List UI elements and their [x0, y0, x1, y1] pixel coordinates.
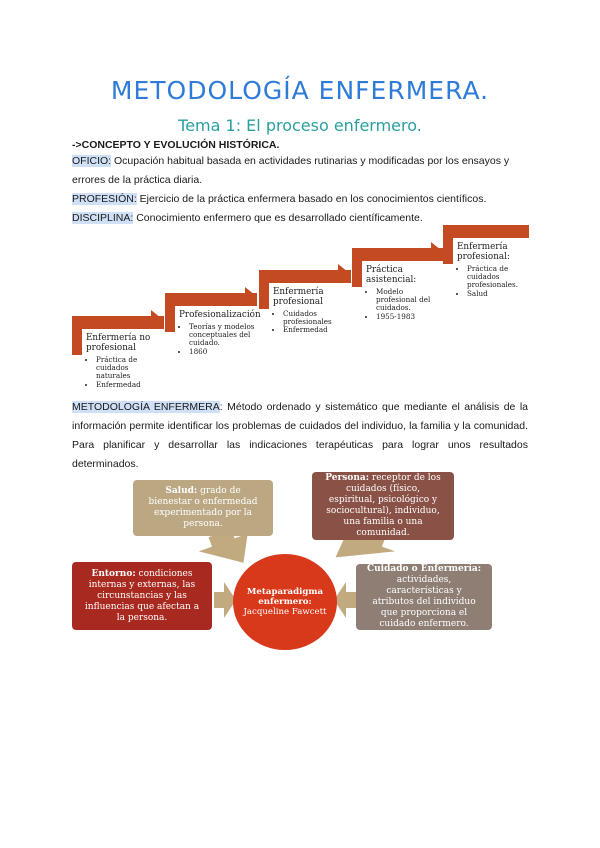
- stair-heading: Enfermería profesional:: [457, 242, 510, 262]
- stair-heading: Práctica asistencial:: [366, 265, 417, 285]
- stair-item: • Práctica de cuidados profesionales.: [467, 265, 527, 290]
- stair-item: • 1860: [189, 348, 255, 356]
- center-author: Jacqueline Fawcett: [243, 607, 327, 617]
- definition-term: PROFESIÓN:: [72, 193, 137, 205]
- section-heading: ->CONCEPTO Y EVOLUCIÓN HISTÓRICA.: [72, 139, 280, 151]
- stair-item: • Enfermedad: [283, 326, 349, 334]
- stair-item: • Enfermedad: [96, 381, 162, 389]
- page-title: METODOLOGÍA ENFERMERA.: [110, 76, 490, 105]
- methodology-term: METODOLOGÍA ENFERMERA: [72, 401, 220, 413]
- stair-item: • Cuidados profesionales: [283, 310, 349, 326]
- stair-item: • 1955-1983: [376, 313, 442, 321]
- definition-text: Conocimiento enfermero que es desarrollado científicamente.: [133, 212, 423, 224]
- persona-box: [312, 472, 454, 540]
- definition-term: DISCIPLINA:: [72, 212, 134, 224]
- entorno-label: Entorno:: [91, 568, 136, 579]
- stair-item: • Salud: [467, 290, 527, 298]
- entorno-box: [72, 562, 212, 630]
- definition-term: OFICIO:: [72, 155, 112, 167]
- center-title: Metaparadigma enfermero:: [246, 587, 324, 607]
- page-subtitle: Tema 1: El proceso enfermero.: [178, 116, 422, 135]
- persona-text: receptor de los cuidados (físico, espiritual, psicológico y sociocultural), individuo, una familia o una comunidad.: [326, 473, 441, 538]
- persona-label: Persona:: [325, 473, 370, 483]
- definition-text: Ejercicio de la práctica enfermera basado en los conocimientos científicos.: [136, 193, 487, 205]
- methodology-text: : Método ordenado y sistemático que mediante el análisis de la información permite identificar los problemas de cuidados del individuo, la familia y la comunidad. Para planificar y desarrollar las indicaciones terapéuticas para lograr unos resultados determinados.: [72, 401, 528, 470]
- arrow-cuidado-icon: [334, 582, 356, 618]
- stair-heading: Profesionalización: [179, 310, 261, 320]
- metaparadigm-center: [233, 554, 337, 650]
- cuidado-label: Cuidado o Enfermería:: [366, 564, 482, 574]
- definition-text: Ocupación habitual basada en actividades rutinarias y modificadas por los ensayos y errores de la práctica diaria.: [72, 155, 510, 186]
- cuidado-box: [356, 564, 492, 630]
- salud-box: [133, 480, 273, 536]
- stair-item: • Modelo profesional del cuidados.: [376, 288, 442, 313]
- salud-text: grado de bienestar o enfermedad experimentado por la persona.: [148, 486, 258, 529]
- stair-heading: Enfermería no profesional: [86, 333, 151, 353]
- stair-item: • Práctica de cuidados naturales: [96, 356, 162, 381]
- stair-heading: Enfermería profesional: [273, 287, 324, 307]
- cuidado-text: actividades, características y atributos del individuo que proporciona el cuidado enfermero.: [372, 575, 476, 629]
- stair-item: • Teorías y modelos conceptuales del cuidado.: [189, 323, 255, 348]
- entorno-text: condiciones internas y externas, las circunstancias y las influencias que afectan a la persona.: [84, 568, 200, 623]
- salud-label: Salud:: [165, 486, 198, 496]
